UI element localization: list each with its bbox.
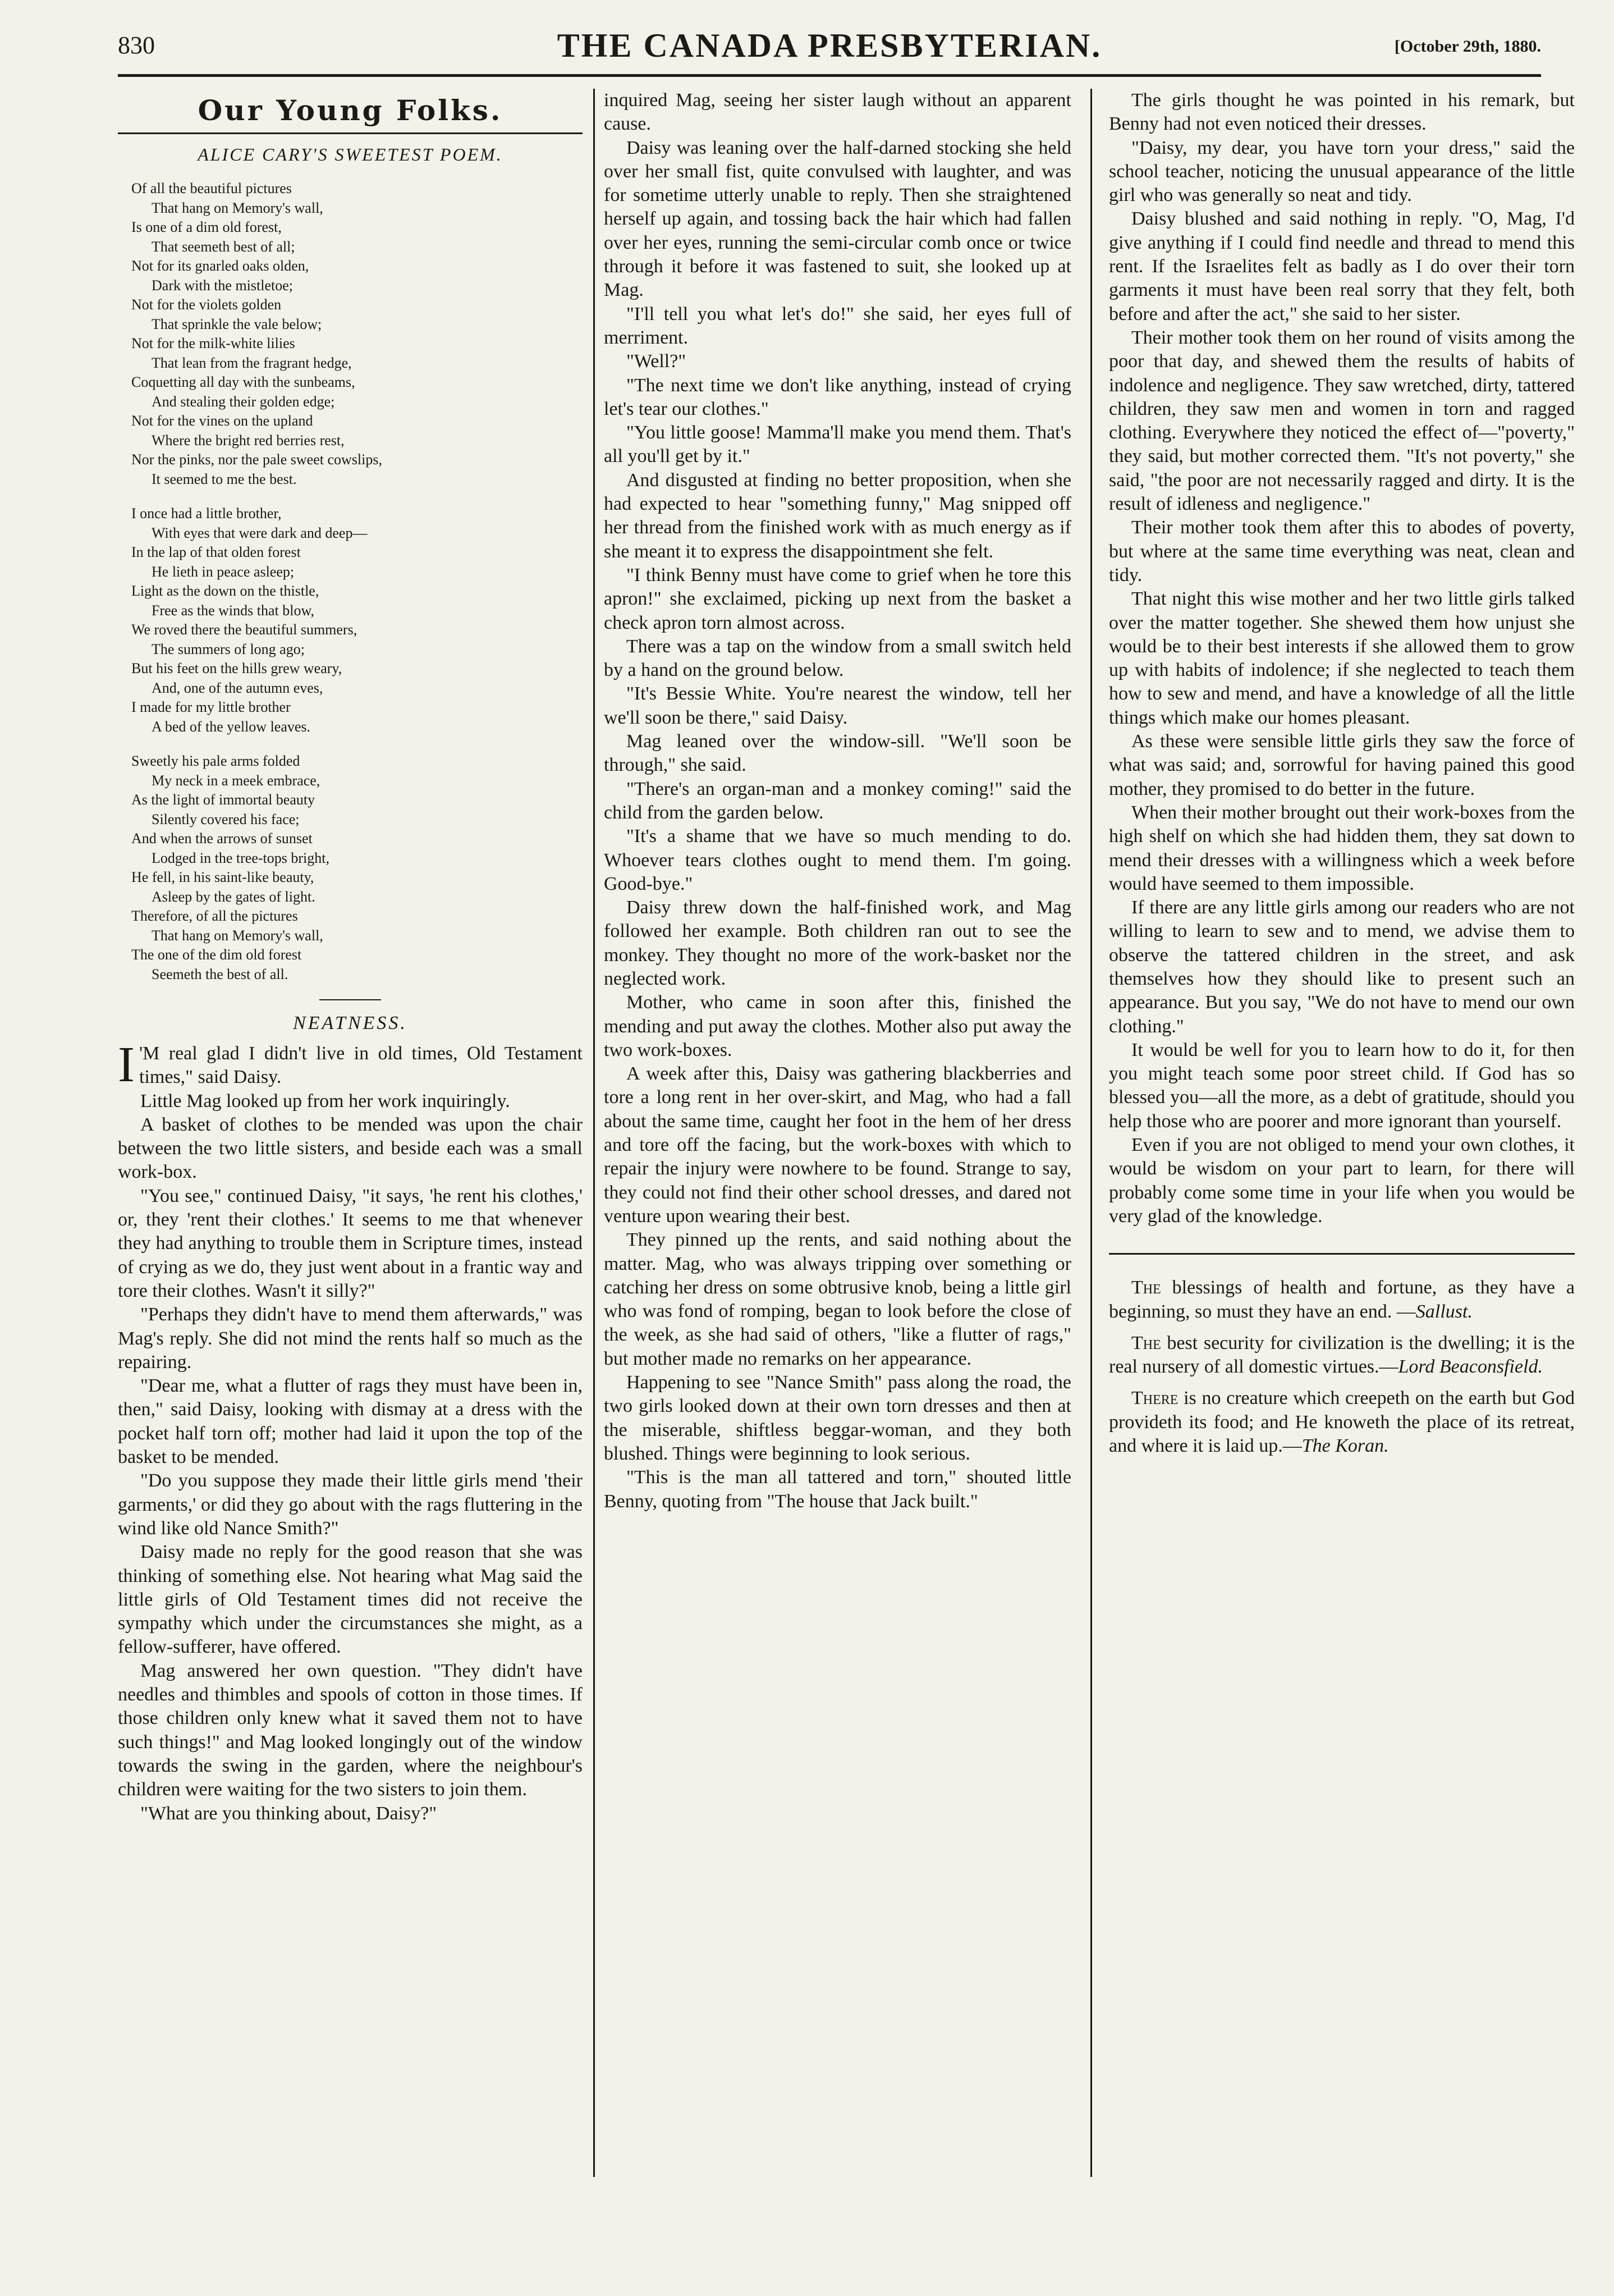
poem-line: Not for the milk-white lilies: [131, 335, 295, 351]
poem-line: But his feet on the hills grew weary,: [131, 660, 342, 676]
story-paragraph: Even if you are not obliged to mend your own clothes, it would be wisdom on your part to learn, for there will probably come some time in your life when you would be very glad of the knowledge.: [1109, 1135, 1575, 1227]
quotation-text: blessings of health and fortune, as they have a beginning, so must they have an end. —: [1109, 1277, 1575, 1322]
story-title: NEATNESS.: [293, 1013, 407, 1033]
story-paragraph: Daisy made no reply for the good reason that she was thinking of something else. Not hearing what Mag said the little girls of Old Testament times did not receive the sympathy which under the circumstances she might, as a fellow-sufferer, have offered.: [118, 1542, 583, 1658]
poem-line: With eyes that were dark and deep—: [152, 524, 368, 541]
story-paragraph: "You little goose! Mamma'll make you mend them. That's all you'll get by it.": [604, 422, 1071, 467]
story-paragraph: If there are any little girls among our readers who are not willing to learn to sew and to mend, we advise them to observe the tattered children in the street, and ask themselves how they should like to present such an appearance. But you say, "We do not have to mend our own clothing.": [1109, 897, 1575, 1037]
poem-line: The one of the dim old forest: [131, 946, 302, 963]
quotation-text: best security for civilization is the dwelling; it is the real nursery of all domestic virtues.—: [1109, 1332, 1575, 1378]
quotation-text: is no creature which creepeth on the earth but God provideth its food; and He knoweth the place of its retreat, and where it is laid up.—: [1109, 1388, 1575, 1457]
poem-line: We roved there the beautiful summers,: [131, 621, 357, 638]
poem-stanza: [131, 504, 583, 737]
story-continuation: [1109, 89, 1575, 1228]
poem-stanza: [131, 179, 583, 489]
story-paragraph: "Do you suppose they made their little girls mend 'their garments,' or did they go about with the rags fluttering in the wind like old Nance Smith?": [118, 1470, 583, 1539]
story-paragraph: It would be well for you to learn how to do it, for then you might teach some poor street child. If God has so blessed you—all the more, as a debt of gratitude, should you help those who are poorer and more ignorant than yourself.: [1109, 1039, 1575, 1132]
poem-line: Light as the down on the thistle,: [131, 583, 319, 599]
quotation-lead: The: [1131, 1277, 1161, 1298]
column-rule: [1090, 89, 1092, 2177]
drop-cap: I: [118, 1037, 135, 1092]
section-rule: [319, 999, 381, 1000]
poem-line: Dark with the mistletoe;: [152, 277, 294, 294]
poem-line: I once had a little brother,: [131, 505, 282, 522]
publication-title: THE CANADA PRESBYTERIAN.: [557, 27, 1102, 64]
story-paragraph: The girls thought he was pointed in his remark, but Benny had not even noticed their dresses.: [1109, 90, 1575, 135]
poem-line: Seemeth the best of all.: [152, 966, 288, 982]
quotation-attribution: Lord Beaconsfield.: [1398, 1356, 1543, 1378]
story-paragraph: "This is the man all tattered and torn," shouted little Benny, quoting from "The house that Jack built.": [604, 1467, 1071, 1512]
story-paragraph: A basket of clothes to be mended was upon the chair between the two little sisters, and beside each was a small work-box.: [118, 1114, 583, 1183]
poem-line: I made for my little brother: [131, 699, 291, 715]
section-divider: [1109, 1253, 1575, 1255]
poem: [118, 179, 583, 984]
story-paragraph: And disgusted at finding no better proposition, when she had expected to hear "something funny," Mag snipped off her thread from the finished work with as much energy as if she meant it to express the disappointment she felt.: [604, 469, 1071, 562]
story-paragraph: [118, 1037, 583, 1092]
poem-line: Lodged in the tree-tops bright,: [152, 849, 329, 866]
department-title: Our Young Folks.: [118, 89, 583, 134]
poem-line: That seemeth best of all;: [152, 238, 295, 255]
poem-line: In the lap of that olden forest: [131, 544, 301, 560]
story-paragraph: Daisy blushed and said nothing in reply. "O, Mag, I'd give anything if I could find needle and thread to mend this rent. If the Israelites felt as badly as I do over their torn garments it must have been real sorry that they felt, both before and after the act," she said to her sister.: [1109, 208, 1575, 324]
story-body: [118, 1037, 583, 1826]
page-number: 830: [118, 31, 155, 59]
story-paragraph: "The next time we don't like anything, instead of crying let's tear our clothes.": [604, 374, 1071, 419]
story-paragraph: Daisy threw down the half-finished work, and Mag followed her example. Both children ran out to see the monkey. They thought no more of the work-basket nor the neglected work.: [604, 897, 1071, 989]
quotation: [1109, 1332, 1575, 1379]
poem-line: Therefore, of all the pictures: [131, 908, 298, 924]
poem-line: That lean from the fragrant hedge,: [152, 354, 352, 371]
quotation: [1109, 1276, 1575, 1324]
column-rule: [593, 89, 595, 2177]
poem-line: That sprinkle the vale below;: [152, 315, 322, 332]
header-rule: [118, 74, 1541, 77]
story-paragraph: "Perhaps they didn't have to mend them afterwards," was Mag's reply. She did not mind the rents half so much as the repairing.: [118, 1304, 583, 1373]
poem-line: The summers of long ago;: [152, 641, 305, 657]
poem-line: He fell, in his saint-like beauty,: [131, 869, 314, 885]
poem-title: ALICE CARY'S SWEETEST POEM.: [198, 144, 503, 164]
page-header: [118, 24, 1541, 67]
story-paragraph: When their mother brought out their work-boxes from the high shelf on which she had hidden them, they sat down to mend their dresses with a willingness which a week before would have seemed to them impossible.: [1109, 802, 1575, 894]
story-paragraph: "I think Benny must have come to grief when he tore this apron!" she exclaimed, picking up next from the basket a check apron torn almost across.: [604, 564, 1071, 633]
poem-line: It seemed to me the best.: [152, 470, 297, 487]
story-paragraph: Mag leaned over the window-sill. "We'll soon be through," she said.: [604, 731, 1071, 776]
poem-line: A bed of the yellow leaves.: [152, 718, 311, 735]
story-paragraph: inquired Mag, seeing her sister laugh without an apparent cause.: [604, 90, 1071, 135]
poem-line: And stealing their golden edge;: [152, 393, 335, 410]
poem-line: Of all the beautiful pictures: [131, 180, 292, 196]
story-paragraph: "Well?": [626, 351, 686, 372]
poem-line: Is one of a dim old forest,: [131, 219, 282, 235]
poem-line: Sweetly his pale arms folded: [131, 753, 300, 769]
story-paragraph: Daisy was leaning over the half-darned stocking she held over her small fist, quite convulsed with laughter, and was for sometime utterly unable to reply. Then she straightened herself up again, and tossing back the hair which had fallen over her eyes, running the semi-circular comb once or twice through it before it was fastened to suit, she looked up at Mag.: [604, 137, 1071, 301]
story-paragraph: Mag answered her own question. "They didn't have needles and thimbles and spools of cotton in those times. If those children only knew what it saved them not to have such things!" and Mag looked longingly out of the window towards the swing in the garden, where the neighbour's children were waiting for the two sisters to join them.: [118, 1660, 583, 1800]
poem-line: Not for its gnarled oaks olden,: [131, 258, 309, 274]
column-2: [604, 89, 1071, 1513]
story-paragraph: "Dear me, what a flutter of rags they must have been in, then," said Daisy, looking with dismay at a dress with the pocket half torn off; mother had laid it upon the top of the basket to be mended.: [118, 1375, 583, 1468]
story-paragraph: Their mother took them on her round of visits among the poor that day, and shewed them the results of habits of indolence and negligence. They saw wretched, dirty, tattered children, they saw men and women in torn and ragged clothing. Everywhere they noticed the effect of—"poverty," they said, but mother corrected them. "It's not poverty," she said, "the poor are not necessarily ragged and dirty. It is the result of idleness and negligence.": [1109, 327, 1575, 515]
story-paragraph: "It's a shame that we have so much mending to do. Whoever tears clothes ought to mend them. I'm going. Good-bye.": [604, 826, 1071, 894]
story-paragraph: A week after this, Daisy was gathering blackberries and tore a long rent in her over-skirt, and Mag, who had a fall about the same time, caught her foot in the hem of her dress and tore off the facing, but the work-boxes with which to repair the injury were nowhere to be found. Strange to say, they could not find their other school dresses, and dared not venture upon wearing their best.: [604, 1063, 1071, 1227]
column-3: [1109, 89, 1575, 1466]
poem-line: As the light of immortal beauty: [131, 792, 315, 808]
poem-line: That hang on Memory's wall,: [152, 927, 323, 944]
poem-line: And, one of the autumn eves,: [152, 679, 323, 696]
story-paragraph: Little Mag looked up from her work inquiringly.: [140, 1090, 510, 1112]
story-paragraph: "I'll tell you what let's do!" she said, her eyes full of merriment.: [604, 303, 1071, 348]
story-paragraph: They pinned up the rents, and said nothing about the matter. Mag, who was always tripping over something or catching her dress on some obtrusive knob, being a little girl who was fond of romping, began to look before the close of the week, as she had said of others, "like a flutter of rags," but mother made no remarks on her appearance.: [604, 1229, 1071, 1369]
poem-line: Where the bright red berries rest,: [152, 432, 345, 449]
poem-line: And when the arrows of sunset: [131, 830, 313, 847]
poem-line: Asleep by the gates of light.: [152, 888, 315, 905]
story-paragraph: Their mother took them after this to abodes of poverty, but where at the same time everything was neat, clean and tidy.: [1109, 517, 1575, 586]
issue-date: [October 29th, 1880.: [1394, 37, 1541, 56]
story-paragraph: "Daisy, my dear, you have torn your dress," said the school teacher, noticing the unusual appearance of the little girl who was generally so neat and tidy.: [1109, 137, 1575, 206]
story-paragraph: "It's Bessie White. You're nearest the window, tell her we'll soon be there," said Daisy.: [604, 683, 1071, 728]
poem-stanza: [131, 752, 583, 984]
story-paragraph: Happening to see "Nance Smith" pass along the road, the two girls looked down at their own torn dresses and then at the miserable, shiftless beggar-woman, and they both blushed. Things were beginning to look serious.: [604, 1372, 1071, 1464]
story-paragraph: Mother, who came in soon after this, finished the mending and put away the clothes. Mother also put away the two work-boxes.: [604, 992, 1071, 1060]
poem-line: My neck in a meek embrace,: [152, 772, 320, 789]
quotations: [1109, 1276, 1575, 1458]
quotation: [1109, 1387, 1575, 1458]
poem-line: Not for the violets golden: [131, 296, 282, 313]
poem-line: Free as the winds that blow,: [152, 602, 315, 619]
poem-line: He lieth in peace asleep;: [152, 563, 295, 580]
story-paragraph: As these were sensible little girls they saw the force of what was said; and, sorrowful for having pained this good mother, they promised to do better in the future.: [1109, 731, 1575, 799]
poem-line: Not for the vines on the upland: [131, 413, 313, 429]
opening-text: 'M real glad I didn't live in old times, Old Testament times," said Daisy.: [139, 1043, 583, 1088]
quotation-lead: The: [1131, 1332, 1161, 1353]
story-paragraph: "You see," continued Daisy, "it says, 'he rent his clothes,' or, they 'rent their clothes.' It seems to me that whenever they had anything to trouble them in Scripture times, instead of crying as we do, they just went about in a frantic way and tore their clothes. Wasn't it silly?": [118, 1185, 583, 1301]
story-paragraph: "What are you thinking about, Daisy?": [140, 1803, 437, 1824]
quotation-lead: There: [1131, 1388, 1179, 1409]
poem-line: That hang on Memory's wall,: [152, 199, 323, 216]
column-1: [118, 89, 583, 1826]
story-paragraph: "There's an organ-man and a monkey coming!" said the child from the garden below.: [604, 778, 1071, 823]
poem-line: Silently covered his face;: [152, 811, 300, 827]
poem-line: Coquetting all day with the sunbeams,: [131, 374, 355, 390]
quotation-attribution: Sallust.: [1415, 1301, 1473, 1322]
poem-line: Nor the pinks, nor the pale sweet cowslips,: [131, 451, 382, 468]
story-paragraph: That night this wise mother and her two little girls talked over the matter together. She shewed them how unjust she would be to their best interests if she allowed them to grow up with habits of indolence; if she neglected to teach them how to sew and mend, and have a knowledge of all the little things which make our homes pleasant.: [1109, 588, 1575, 728]
quotation-attribution: The Koran.: [1301, 1435, 1389, 1457]
story-paragraph: There was a tap on the window from a small switch held by a hand on the ground below.: [604, 635, 1071, 681]
